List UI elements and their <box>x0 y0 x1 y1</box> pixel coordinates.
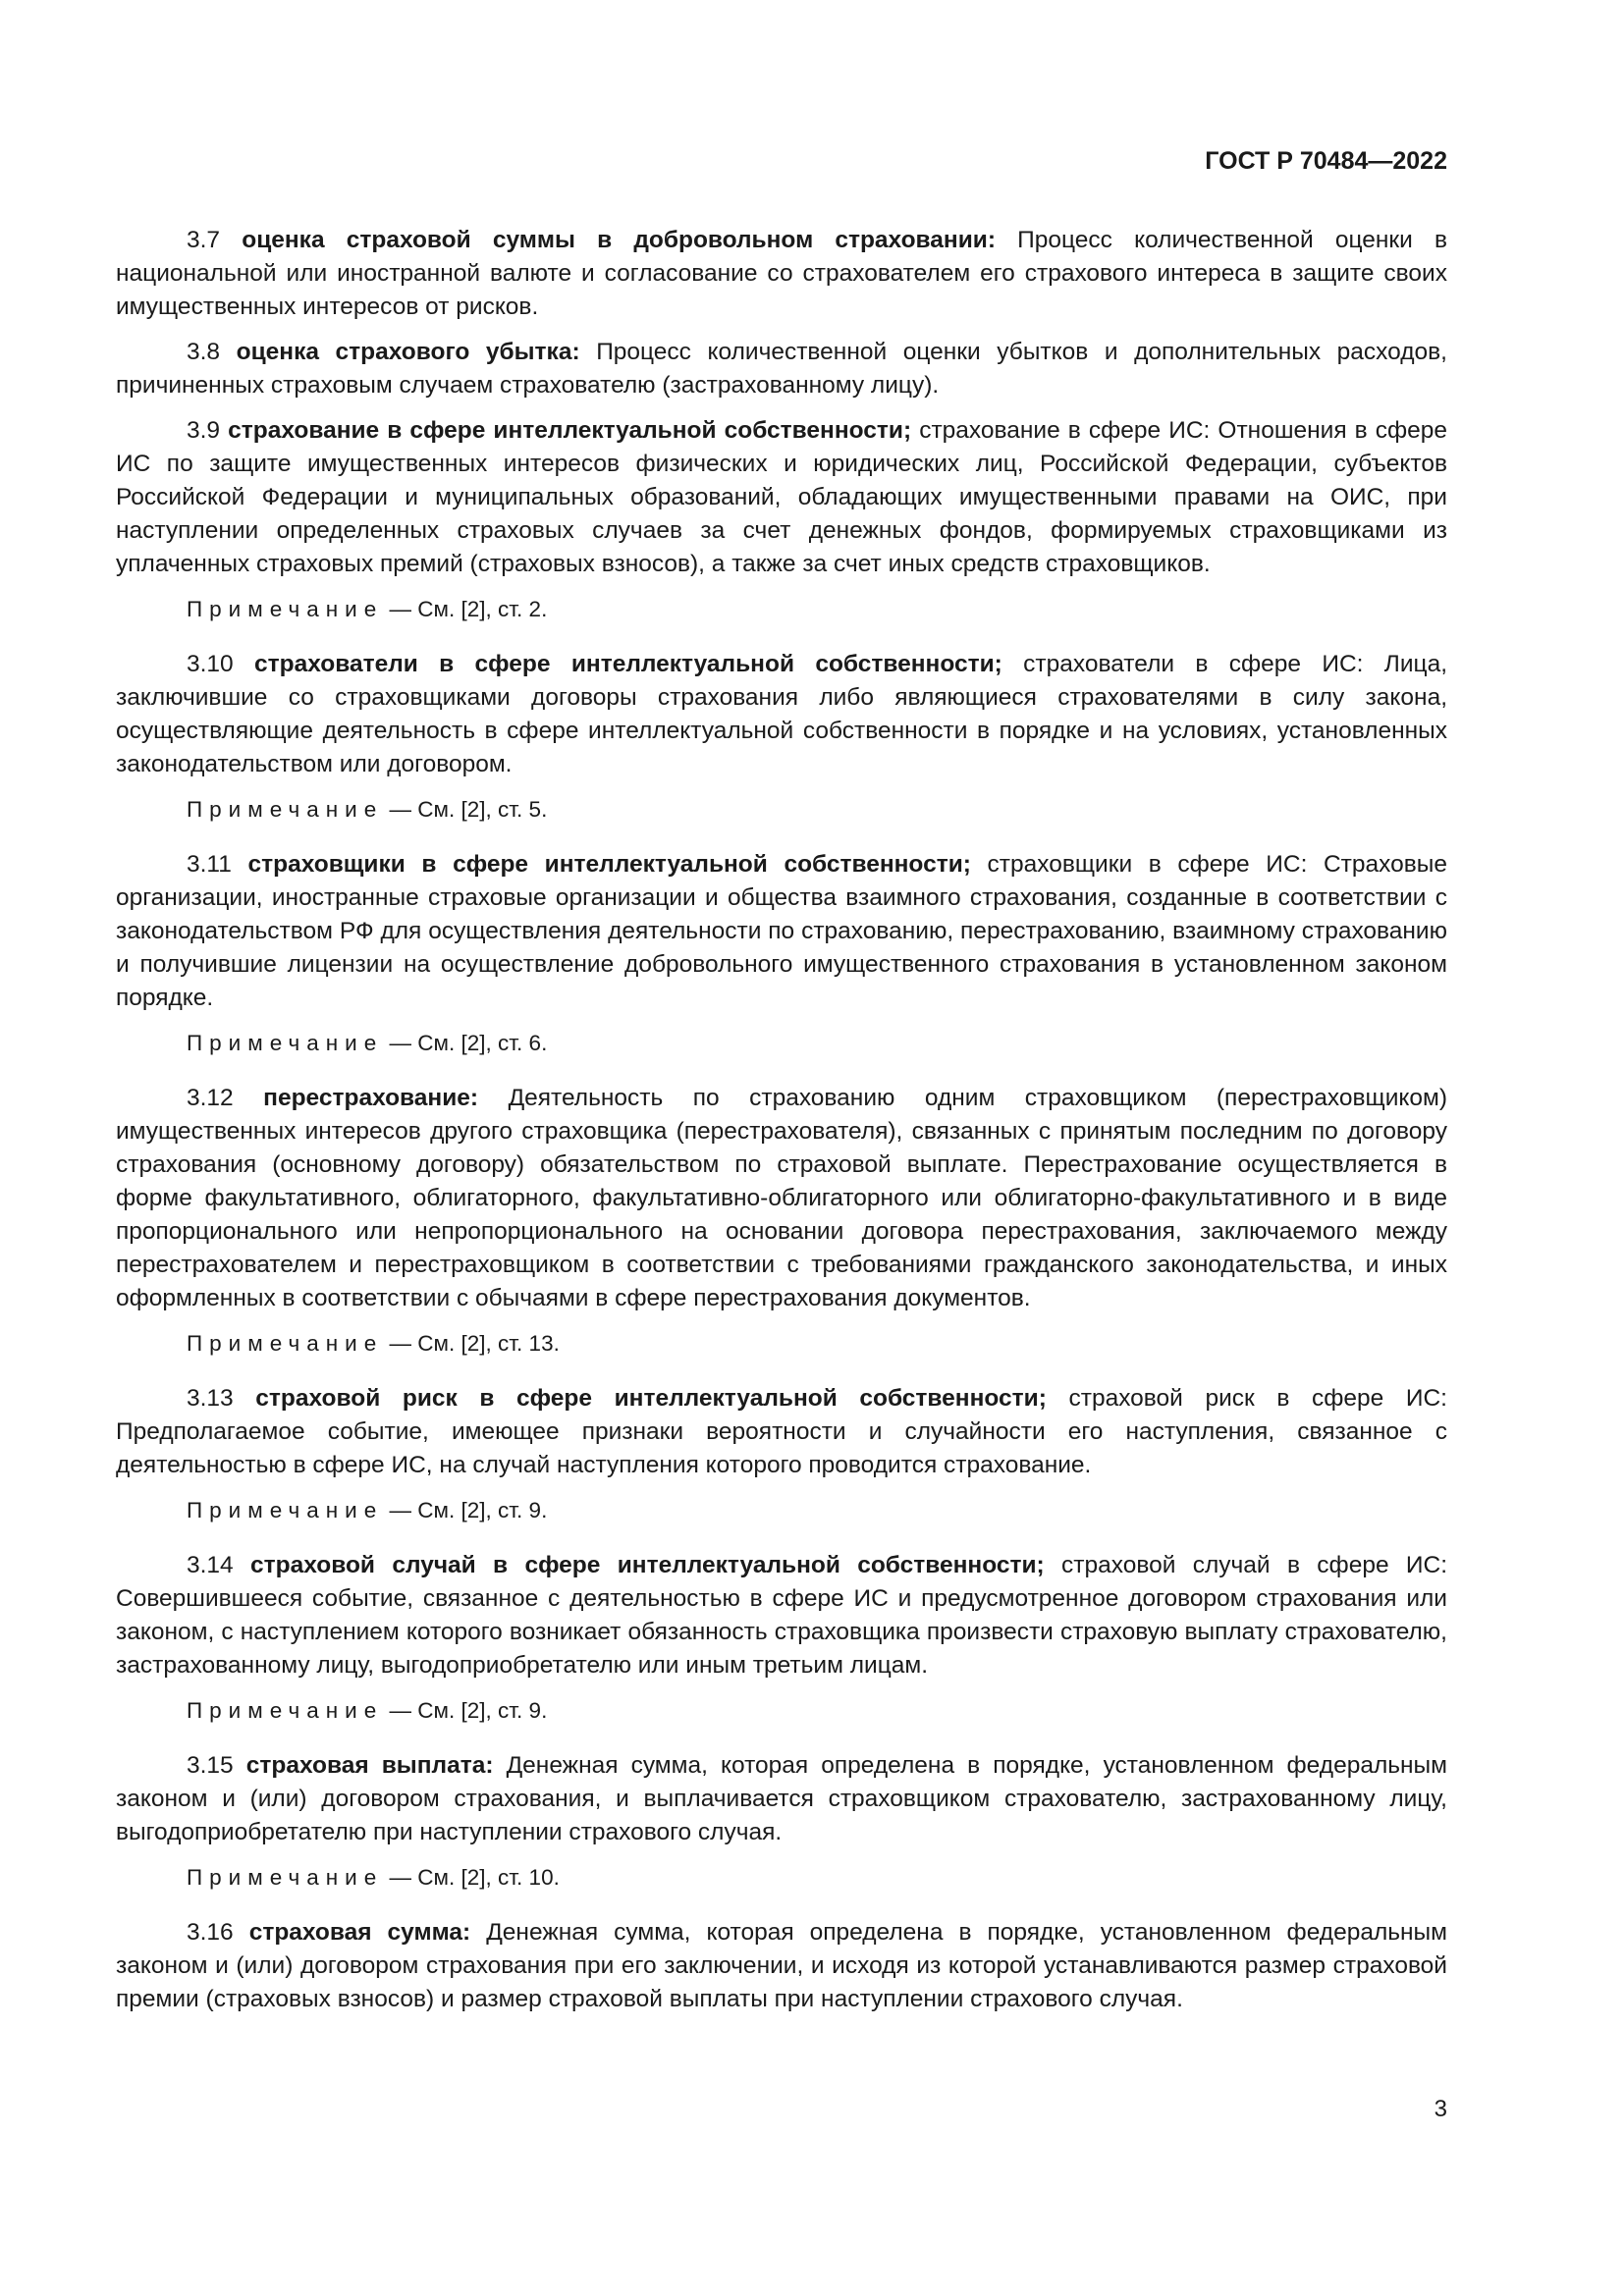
term-note-3-12 <box>116 1327 1447 1361</box>
term-definition: Денежная сумма, которая определена в порядке, установленном федеральным законом и (или) договором страхования при его заключении, и исходя из которой устанавливаются размер страховой премии (страховых взносов) и размер страховой выплаты при наступлении страхового случая. <box>116 1919 1448 2012</box>
term-title: страховой случай в сфере интеллектуальной собственности; <box>250 1552 1045 1578</box>
term-number: 3.7 <box>187 227 221 253</box>
term-definition: Процесс количественной оценки убытков и дополнительных расходов, причиненных страховым случаем страхователю (застрахованному лицу). <box>116 339 1447 399</box>
note-label: Примечание <box>187 1498 384 1522</box>
note-label: Примечание <box>187 797 384 822</box>
term-definition: страховой риск в сфере ИС: Предполагаемое событие, имеющее признаки вероятности и случайности его наступления, связанное с деятельностью в сфере ИС, на случай наступления которого проводится страхование. <box>116 1385 1447 1478</box>
term-definition: страхование в сфере ИС: Отношения в сфере ИС по защите имущественных интересов физических и юридических лиц, Российской Федерации, субъектов Российской Федерации и муниципальных образований, обладающих имущественными правами на ОИС, при наступлении определенных страховых случаев за счет денежных фондов, формируемых страховщиками из уплаченных страховых премий (страховых взносов), а также за счет иных средств страховщиков. <box>116 417 1448 577</box>
note-reference: — См. [2], ст. 6. <box>389 1031 548 1055</box>
term-title: оценка страховой суммы в добровольном страховании: <box>242 227 996 253</box>
document-code-header: ГОСТ Р 70484—2022 <box>1205 147 1447 175</box>
term-number: 3.15 <box>187 1752 234 1779</box>
term-note-3-10 <box>116 793 1447 827</box>
term-title: страховая сумма: <box>248 1919 471 1946</box>
note-reference: — См. [2], ст. 9. <box>389 1498 548 1522</box>
term-definition: страховой случай в сфере ИС: Совершившееся событие, связанное с деятельностью в сфере ИС и предусмотренное договором страхования или законом, с наступлением которого возникает обязанность страховщика произвести страховую выплату страхователю, застрахованному лицу, выгодоприобретателю или иным третьим лицам. <box>116 1552 1448 1679</box>
term-note-3-13 <box>116 1494 1447 1527</box>
term-definition: страхователи в сфере ИС: Лица, заключившие со страховщиками договоры страхования либо являющиеся страхователями в силу закона, осуществляющие деятельность в сфере интеллектуальной собственности в порядке и на условиях, установленных законодательством или договором. <box>116 651 1448 777</box>
term-note-3-14 <box>116 1694 1447 1728</box>
term-definition: страховщики в сфере ИС: Страховые организации, иностранные страховые организации и общества взаимного страхования, созданные в соответствии с законодательством РФ для осуществления деятельности по страхованию, перестрахованию, взаимному страхованию и получившие лицензии на осуществление добровольного имущественного страхования в установленном законом порядке. <box>116 851 1448 1011</box>
term-number: 3.13 <box>187 1385 234 1412</box>
term-definition: Деятельность по страхованию одним страховщиком (перестраховщиком) имущественных интересов другого страховщика (перестрахователя), связанных с принятым последним по договору страхования (основному договору) обязательством по страховой выплате. Перестрахование осуществляется в форме факультативного, облигаторного, факультативно-облигаторного или облигаторно-факультативного и в виде пропорционального или непропорционального на основании договора перестрахования, заключаемого между перестрахователем и перестраховщиком в соответствии с требованиями гражданского законодательства, и иных оформленных в соответствии с обычаями в сфере перестрахования документов. <box>116 1085 1447 1311</box>
term-number: 3.9 <box>187 417 221 444</box>
term-title: страховщики в сфере интеллектуальной собственности; <box>247 851 971 878</box>
term-entry-3-9 <box>116 414 1447 581</box>
note-label: Примечание <box>187 1031 384 1055</box>
term-entry-3-11 <box>116 848 1447 1015</box>
term-title: перестрахование: <box>263 1085 479 1111</box>
term-definition: Денежная сумма, которая определена в порядке, установленном федеральным законом и (или) договором страхования, и выплачивается страховщиком страхователю, застрахованному лицу, выгодоприобретателю при наступлении страхового случая. <box>116 1752 1447 1845</box>
note-reference: — См. [2], ст. 2. <box>389 597 548 621</box>
term-entry-3-12 <box>116 1082 1447 1315</box>
term-title: страховой риск в сфере интеллектуальной собственности; <box>255 1385 1047 1412</box>
term-title: страхование в сфере интеллектуальной собственности; <box>228 417 912 444</box>
term-title: оценка страхового убытка: <box>236 339 580 365</box>
term-note-3-15 <box>116 1861 1447 1895</box>
term-entry-3-15 <box>116 1749 1447 1849</box>
page-number: 3 <box>1434 2096 1447 2122</box>
document-body <box>116 224 1447 2028</box>
note-reference: — См. [2], ст. 13. <box>389 1331 560 1356</box>
term-entry-3-13 <box>116 1382 1447 1482</box>
note-reference: — См. [2], ст. 10. <box>389 1865 560 1890</box>
note-label: Примечание <box>187 1331 384 1356</box>
term-number: 3.8 <box>187 339 221 365</box>
term-number: 3.12 <box>187 1085 234 1111</box>
term-title: страховая выплата: <box>245 1752 494 1779</box>
term-entry-3-7 <box>116 224 1447 324</box>
term-note-3-11 <box>116 1027 1447 1060</box>
term-number: 3.11 <box>187 851 232 878</box>
note-label: Примечание <box>187 1698 384 1723</box>
term-number: 3.14 <box>187 1552 234 1578</box>
note-label: Примечание <box>187 597 384 621</box>
term-entry-3-16 <box>116 1916 1447 2016</box>
term-entry-3-8 <box>116 336 1447 402</box>
term-number: 3.16 <box>187 1919 234 1946</box>
term-entry-3-14 <box>116 1549 1447 1682</box>
term-entry-3-10 <box>116 648 1447 781</box>
term-definition: Процесс количественной оценки в национальной или иностранной валюте и согласование со страхователем его страхового интереса в защите своих имущественных интересов от рисков. <box>116 227 1448 320</box>
note-reference: — См. [2], ст. 5. <box>389 797 548 822</box>
note-reference: — См. [2], ст. 9. <box>389 1698 548 1723</box>
term-title: страхователи в сфере интеллектуальной собственности; <box>254 651 1002 677</box>
term-number: 3.10 <box>187 651 234 677</box>
note-label: Примечание <box>187 1865 384 1890</box>
term-note-3-9 <box>116 593 1447 626</box>
